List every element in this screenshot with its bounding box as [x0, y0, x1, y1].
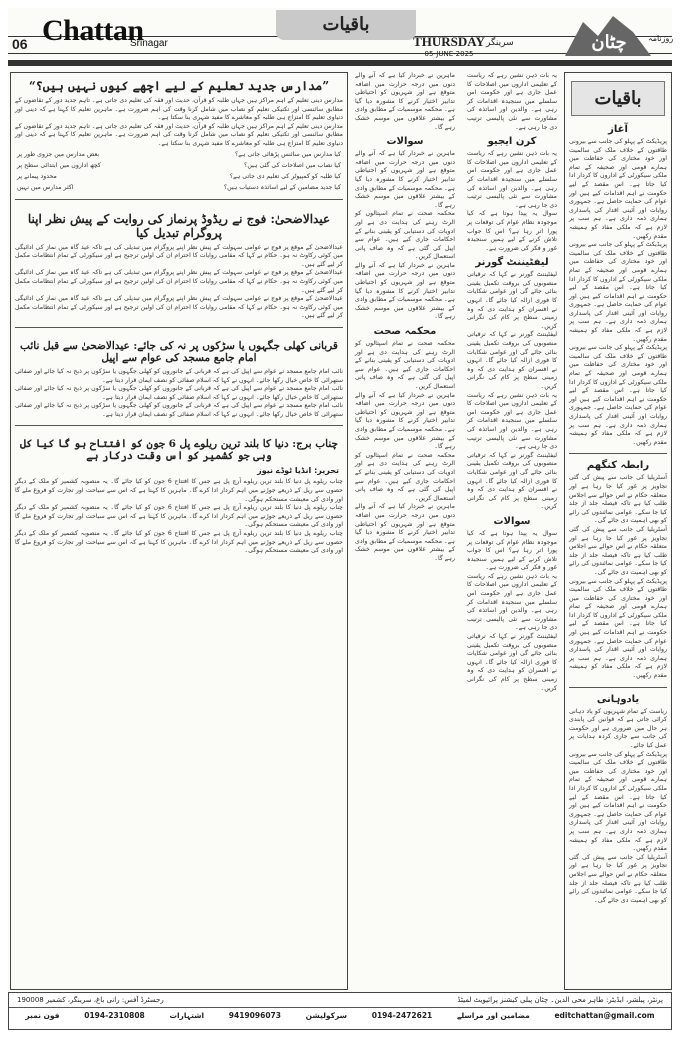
- article4-text-c: چناب ریلوے پل دنیا کا بلند ترین ریلوے آرچ پل ہے جس کا افتتاح 6 جون کو کیا جائے گا۔ یہ منصوبہ کشمیر کو ملک کے دیگر حصوں سے ریل کے ذریعے جوڑنے میں اہم کردار ادا کرے گا۔ ماہرین کا کہنا ہے کہ اس سے سیاحت اور تجارت کو فروغ ملے گا اور وادی کی معیشت مستحکم ہوگی۔: [15, 530, 343, 555]
- right-text-1c: پریڈیکٹ کے پہلو کی جانب سے بیرونی طاقتوں کے خلاف ملک کی سالمیت اور خود مختاری کی حفاظت میں ہمارے قومی اور صحیفہ کے تمام ملکی سیکورٹی کے اداروں کا کردار ادا کیا جاتا ہے۔ اس مقصد کے لیے حکومت نے اہم اقدامات کیے ہیں اور عوام کی حمایت حاصل ہے۔ جمہوری روایات اور آئینی اقدار کی پاسداری ہماری ذمہ داری ہے۔ ہم سب پر لازم ہے کہ ملکی مفاد کو ہمیشہ مقدم رکھیں۔: [569, 344, 667, 446]
- section-title: باقیات: [276, 10, 416, 40]
- mid2-text-2: محکمہ صحت نے تمام اسپتالوں کو الرٹ رہنے کی ہدایت دی ہے اور ادویات کی دستیابی کو یقینی بنانے کے احکامات جاری کیے ہیں۔ عوام سے اپیل کی گئی ہے کہ وہ صاف پانی استعمال کریں۔: [355, 340, 455, 390]
- subhead-sehat: محکمہ صحت: [373, 326, 437, 338]
- article1-text: مدارس دینی تعلیم کے اہم مراکز ہیں جہاں طلبہ کو قرآن، حدیث اور فقہ کی تعلیم دی جاتی ہے۔ تاہم جدید دور کے تقاضوں کے مطابق سائنسی اور تکنیکی تعلیم کو نصاب میں شامل کرنا وقت کی اہم ضرورت ہے۔ ماہرین تعلیم کا کہنا ہے کہ دینی اور دنیاوی تعلیم کا امتزاج ہی طلبہ کو معاشرے کا مفید شہری بنا سکتا ہے۔: [15, 97, 343, 122]
- subhead-lg: لیفٹیننٹ گورنر: [475, 257, 549, 269]
- subhead-yaaddihani: یادوہانی: [596, 693, 640, 705]
- right-text-2: آسٹریلیا کی جانب سے پیش کی گئی تجاویز پر غور کیا جا رہا ہے اور متعلقہ حکام نے اس حوالے سے اجلاس طلب کیا ہے تاکہ فیصلہ جلد از جلد کیا جا سکے۔ عوامی نمائندوں کی رائے کو بھی اہمیت دی جائے گی۔: [569, 474, 667, 525]
- article2-text-c: عیدالاضحیٰ کے موقع پر فوج نے عوامی سہولت کے پیش نظر اپنے پروگرام میں تبدیلی کی ہے تاکہ عید گاہ میں نماز کی ادائیگی میں کوئی رکاوٹ نہ ہو۔ حکام نے کہا کہ مقامی روایات کا احترام ان کی اولین ترجیح ہے اور سیکورٹی کے تمام انتظامات مکمل کر لیے گئے ہیں۔: [15, 295, 343, 320]
- article1-title: ”مدارس جدید تعلیم کے لیے اچھے کیوں نہیں ہیں؟“: [28, 79, 330, 93]
- mid-text-3b: یہ بات ذہن نشین رہے کہ ریاست کے تعلیمی اداروں میں اصلاحات کا عمل جاری ہے اور حکومت اس سلسلے میں سنجیدہ اقدامات کر رہی ہے۔ والدین اور اساتذہ کی مشاورت سے نئی پالیسی ترتیب دی جا رہی ہے۔: [467, 572, 557, 632]
- brand-name: Chattan: [42, 14, 144, 47]
- right-text-3c: آسٹریلیا کی جانب سے پیش کی گئی تجاویز پر غور کیا جا رہا ہے اور متعلقہ حکام نے اس حوالے سے اجلاس طلب کیا ہے تاکہ فیصلہ جلد از جلد کیا جا سکے۔ عوامی نمائندوں کی رائے کو بھی اہمیت دی جائے گی۔: [569, 853, 667, 904]
- subhead-kiran: کرن ایجیو: [487, 136, 537, 148]
- daily-label: روزنامہ: [648, 34, 674, 43]
- masthead-rule: [8, 60, 672, 66]
- phone-1: 0194-2310808: [84, 1011, 145, 1020]
- mid2-text-1d: ماہرین نے خبردار کیا ہے کہ آنے والے دنوں میں درجہ حرارت میں اضافہ متوقع ہے اور شہریوں کو احتیاطی تدابیر اختیار کرنے کا مشورہ دیا گیا ہے۔ محکمہ موسمیات کے مطابق وادی کے بیشتر علاقوں میں موسم خشک رہے گا۔: [355, 261, 455, 321]
- mid-text-2d: لیفٹیننٹ گورنر نے کہا کہ ترقیاتی منصوبوں کی بروقت تکمیل یقینی بنائی جائے گی اور عوامی شکایات کا فوری ازالہ کیا جائے گا۔ انہوں نے افسران کو ہدایت دی کہ وہ زمینی سطح پر کام کی نگرانی کریں۔: [467, 451, 557, 511]
- mid2-text-1: ماہرین نے خبردار کیا ہے کہ آنے والے دنوں میں درجہ حرارت میں اضافہ متوقع ہے اور شہریوں کو احتیاطی تدابیر اختیار کرنے کا مشورہ دیا گیا ہے۔ محکمہ موسمیات کے مطابق وادی کے بیشتر علاقوں میں موسم خشک رہے گا۔: [355, 72, 455, 131]
- mid-text-1b: یہ بات ذہن نشین رہے کہ ریاست کے تعلیمی اداروں میں اصلاحات کا عمل جاری ہے اور حکومت اس سلسلے میں سنجیدہ اقدامات کر رہی ہے۔ والدین اور اساتذہ کی مشاورت سے نئی پالیسی ترتیب دی جا رہی ہے۔: [467, 150, 557, 209]
- divider: [569, 687, 667, 688]
- city-label: Srinagar: [130, 38, 168, 49]
- qa-row: [11, 182, 347, 193]
- middle-column: [463, 72, 561, 990]
- article3-title: قربانی کھلی جگہوں یا سڑکوں پر نہ کی جائے: عیدالاضحیٰ سے قبل نائب امام جامع مسجد کی عوام سے اپیل: [20, 339, 338, 364]
- article2-text: عیدالاضحیٰ کے موقع پر فوج نے عوامی سہولت کے پیش نظر اپنے پروگرام میں تبدیلی کی ہے تاکہ عید گاہ میں نماز کی ادائیگی میں کوئی رکاوٹ نہ ہو۔ حکام نے کہا کہ مقامی روایات کا احترام ان کی اولین ترجیح ہے اور سیکورٹی کے تمام انتظامات مکمل کر لیے گئے ہیں۔: [15, 243, 343, 268]
- divider: [15, 425, 343, 426]
- footer-line2: رجسٹرڈ آفس: رانی باغ، سرینگر، کشمیر 190008: [17, 996, 164, 1004]
- left-column: [10, 72, 348, 990]
- divider: [15, 327, 343, 328]
- mid-text-2: لیفٹیننٹ گورنر نے کہا کہ ترقیاتی منصوبوں کی بروقت تکمیل یقینی بنائی جائے گی اور عوامی شکایات کا فوری ازالہ کیا جائے گا۔ انہوں نے افسران کو ہدایت دی کہ وہ زمینی سطح پر کام کی نگرانی کریں۔: [467, 271, 557, 330]
- logo-text: چٹان: [591, 32, 627, 53]
- qa-row: [11, 149, 347, 160]
- email-label: مضامین اور مراسلے: [456, 1011, 530, 1020]
- phone-2: 9419096073: [228, 1011, 281, 1020]
- right-section-head: باقیات: [571, 81, 665, 116]
- right-column: [564, 72, 672, 990]
- mid2-text-1b: ماہرین نے خبردار کیا ہے کہ آنے والے دنوں میں درجہ حرارت میں اضافہ متوقع ہے اور شہریوں کو احتیاطی تدابیر اختیار کرنے کا مشورہ دیا گیا ہے۔ محکمہ موسمیات کے مطابق وادی کے بیشتر علاقوں میں موسم خشک رہے گا۔: [355, 150, 455, 209]
- mid2-text-2c: محکمہ صحت نے تمام اسپتالوں کو الرٹ رہنے کی ہدایت دی ہے اور ادویات کی دستیابی کو یقینی بنانے کے احکامات جاری کیے ہیں۔ عوام سے اپیل کی گئی ہے کہ وہ صاف پانی استعمال کریں۔: [355, 451, 455, 502]
- phone-3: 0194-2472621: [371, 1011, 433, 1020]
- mid-text-1c: سوال یہ پیدا ہوتا ہے کہ کیا موجودہ نظام عوام کی توقعات پر پورا اتر رہا ہے؟ اس کا جواب تلاش کرنے کے لیے ہمیں سنجیدہ غور و فکر کی ضرورت ہے۔: [467, 210, 557, 252]
- mid-text-3c: لیفٹیننٹ گورنر نے کہا کہ ترقیاتی منصوبوں کی بروقت تکمیل یقینی بنائی جائے گی اور عوامی شکایات کا فوری ازالہ کیا جائے گا۔ انہوں نے افسران کو ہدایت دی کہ وہ زمینی سطح پر کام کی نگرانی کریں۔: [467, 633, 557, 692]
- newspaper-page: [8, 8, 672, 1030]
- divider: [569, 453, 667, 454]
- article4-title: چناب برج: دنیا کا بلند ترین ریلوے پل 6 جون کو افتتاح ہو گا کیا کل وہی جو کشمیر کو اس وقت درکار ہے: [19, 438, 339, 463]
- qa-answer: اکثر مدارس میں نہیں: [17, 183, 74, 191]
- mid-text-3: سوال یہ پیدا ہوتا ہے کہ کیا موجودہ نظام عوام کی توقعات پر پورا اتر رہا ہے؟ اس کا جواب تلاش کرنے کے لیے ہمیں سنجیدہ غور و فکر کی ضرورت ہے۔: [467, 529, 557, 572]
- mid-text-1: یہ بات ذہن نشین رہے کہ ریاست کے تعلیمی اداروں میں اصلاحات کا عمل جاری ہے اور حکومت اس سلسلے میں سنجیدہ اقدامات کر رہی ہے۔ والدین اور اساتذہ کی مشاورت سے نئی پالیسی ترتیب دی جا رہی ہے۔: [467, 72, 557, 131]
- article3-text: نائب امام جامع مسجد نے عوام سے اپیل کی ہے کہ قربانی کے جانوروں کو کھلی جگہوں یا سڑکوں پر ذبح نہ کیا جائے اور صفائی ستھرائی کا خاص خیال رکھا جائے۔ انہوں نے کہا کہ اسلام صفائی کو نصف ایمان قرار دیتا ہے۔: [15, 367, 343, 384]
- mid2-text-1c: محکمہ صحت نے تمام اسپتالوں کو الرٹ رہنے کی ہدایت دی ہے اور ادویات کی دستیابی کو یقینی بنانے کے احکامات جاری کیے ہیں۔ عوام سے اپیل کی گئی ہے کہ وہ صاف پانی استعمال کریں۔: [355, 210, 455, 261]
- article4-text: چناب ریلوے پل دنیا کا بلند ترین ریلوے آرچ پل ہے جس کا افتتاح 6 جون کو کیا جائے گا۔ یہ منصوبہ کشمیر کو ملک کے دیگر حصوں سے ریل کے ذریعے جوڑنے میں اہم کردار ادا کرے گا۔ ماہرین کا کہنا ہے کہ اس سے سیاحت اور تجارت کو فروغ ملے گا اور وادی کی معیشت مستحکم ہوگی۔: [15, 478, 343, 503]
- mid-text-2c: یہ بات ذہن نشین رہے کہ ریاست کے تعلیمی اداروں میں اصلاحات کا عمل جاری ہے اور حکومت اس سلسلے میں سنجیدہ اقدامات کر رہی ہے۔ والدین اور اساتذہ کی مشاورت سے نئی پالیسی ترتیب دی جا رہی ہے۔: [467, 391, 557, 451]
- right-text-3: ریاست کے تمام شہریوں کو یاد دہانی کرائی جاتی ہے کہ قوانین کی پابندی ہر حال میں ضروری ہے اور حکومت کی جانب سے جاری کردہ ہدایات پر عمل کیا جائے۔: [569, 707, 667, 749]
- date-label: 05-JUNE-2025: [424, 50, 474, 58]
- masthead: [8, 8, 672, 62]
- qa-answer: کچھ اداروں میں ابتدائی سطح پر: [17, 161, 101, 169]
- qa-question: کیا مدارس میں سائنس پڑھائی جاتی ہے؟: [234, 150, 341, 158]
- imprint-footer: [8, 992, 672, 1030]
- right-text-2b: آسٹریلیا کی جانب سے پیش کی گئی تجاویز پر غور کیا جا رہا ہے اور متعلقہ حکام نے اس حوالے سے اجلاس طلب کیا ہے تاکہ فیصلہ جلد از جلد کیا جا سکے۔ عوامی نمائندوں کی رائے کو بھی اہمیت دی جائے گی۔: [569, 525, 667, 576]
- article2-title: عیدالاضحیٰ: فوج نے ریڈوڈ پرنماز کی روایت کے پیش نظر اپنا پروگرام تبدیل کیا: [27, 211, 331, 240]
- right-text-3b: پریڈیکٹ کے پہلو کی جانب سے بیرونی طاقتوں کے خلاف ملک کی سالمیت اور خود مختاری کی حفاظت میں ہمارے قومی اور صحیفہ کے تمام ملکی سیکورٹی کے اداروں کا کردار ادا کیا جاتا ہے۔ اس مقصد کے لیے حکومت نے اہم اقدامات کیے ہیں اور عوام کی حمایت حاصل ہے۔ جمہوری روایات اور آئینی اقدار کی پاسداری ہماری ذمہ داری ہے۔ ہم سب پر لازم ہے کہ ملکی مفاد کو ہمیشہ مقدم رکھیں۔: [569, 750, 667, 853]
- chattan-logo-icon: [563, 12, 653, 58]
- page-number: 06: [12, 36, 28, 52]
- qa-question: کیا جدید مضامین کے لیے اساتذہ دستیاب ہیں؟: [223, 183, 341, 191]
- ads-label: اشتہارات: [169, 1011, 205, 1020]
- subhead-sawalat2: سوالات: [386, 136, 424, 148]
- subhead-sawalat: سوالات: [493, 515, 531, 527]
- divider: [15, 199, 343, 200]
- right-text-2c: پریڈیکٹ کے پہلو کی جانب سے بیرونی طاقتوں کے خلاف ملک کی سالمیت اور خود مختاری کی حفاظت میں ہمارے قومی اور صحیفہ کے تمام ملکی سیکورٹی کے اداروں کا کردار ادا کیا جاتا ہے۔ اس مقصد کے لیے حکومت نے اہم اقدامات کیے ہیں اور عوام کی حمایت حاصل ہے۔ جمہوری روایات اور آئینی اقدار کی پاسداری ہماری ذمہ داری ہے۔ ہم سب پر لازم ہے کہ ملکی مفاد کو ہمیشہ مقدم رکھیں۔: [569, 577, 667, 680]
- article4-text-b: چناب ریلوے پل دنیا کا بلند ترین ریلوے آرچ پل ہے جس کا افتتاح 6 جون کو کیا جائے گا۔ یہ منصوبہ کشمیر کو ملک کے دیگر حصوں سے ریل کے ذریعے جوڑنے میں اہم کردار ادا کرے گا۔ ماہرین کا کہنا ہے کہ اس سے سیاحت اور تجارت کو فروغ ملے گا اور وادی کی معیشت مستحکم ہوگی۔: [15, 504, 343, 529]
- qa-question: کیا طلبہ کو کمپیوٹر کی تعلیم دی جاتی ہے؟: [229, 172, 341, 180]
- article2-text-b: عیدالاضحیٰ کے موقع پر فوج نے عوامی سہولت کے پیش نظر اپنے پروگرام میں تبدیلی کی ہے تاکہ عید گاہ میں نماز کی ادائیگی میں کوئی رکاوٹ نہ ہو۔ حکام نے کہا کہ مقامی روایات کا احترام ان کی اولین ترجیح ہے اور سیکورٹی کے تمام انتظامات مکمل کر لیے گئے ہیں۔: [15, 269, 343, 294]
- circulation-label: سرکولیشن: [305, 1011, 348, 1020]
- qa-answer: بعض مدارس میں جزوی طور پر: [17, 150, 100, 158]
- article3-text-c: نائب امام جامع مسجد نے عوام سے اپیل کی ہے کہ قربانی کے جانوروں کو کھلی جگہوں یا سڑکوں پر ذبح نہ کیا جائے اور صفائی ستھرائی کا خاص خیال رکھا جائے۔ انہوں نے کہا کہ اسلام صفائی کو نصف ایمان قرار دیتا ہے۔: [15, 402, 343, 418]
- qa-answer: محدود پیمانے پر: [17, 172, 57, 180]
- qa-row: [11, 171, 347, 182]
- subhead-aghaz: آغاز: [608, 124, 628, 135]
- mid2-text-2d: ماہرین نے خبردار کیا ہے کہ آنے والے دنوں میں درجہ حرارت میں اضافہ متوقع ہے اور شہریوں کو احتیاطی تدابیر اختیار کرنے کا مشورہ دیا گیا ہے۔ محکمہ موسمیات کے مطابق وادی کے بیشتر علاقوں میں موسم خشک رہے گا۔: [355, 503, 455, 562]
- day-label: THURSDAY: [413, 34, 485, 49]
- article1-text-b: مدارس دینی تعلیم کے اہم مراکز ہیں جہاں طلبہ کو قرآن، حدیث اور فقہ کی تعلیم دی جاتی ہے۔ تاہم جدید دور کے تقاضوں کے مطابق سائنسی اور تکنیکی تعلیم کو نصاب میں شامل کرنا وقت کی اہم ضرورت ہے۔ ماہرین تعلیم کا کہنا ہے کہ دینی اور دنیاوی تعلیم کا امتزاج ہی طلبہ کو معاشرے کا مفید شہری بنا سکتا ہے۔: [15, 122, 343, 147]
- footer-line1: پرنٹر، پبلشر، ایڈیٹر: طاہر محی الدین۔ چٹان پبلی کیشنز پرائیویٹ لمیٹڈ: [457, 996, 663, 1004]
- middle-column-2: [351, 72, 459, 990]
- email-link[interactable]: editchattan@gmail.com: [554, 1011, 655, 1020]
- right-text-1: پریڈیکٹ کے پہلو کی جانب سے بیرونی طاقتوں کے خلاف ملک کی سالمیت اور خود مختاری کی حفاظت میں ہمارے قومی اور صحیفہ کے تمام ملکی سیکورٹی کے اداروں کا کردار ادا کیا جاتا ہے۔ اس مقصد کے لیے حکومت نے اہم اقدامات کیے ہیں اور عوام کی حمایت حاصل ہے۔ جمہوری روایات اور آئینی اقدار کی پاسداری ہماری ذمہ داری ہے۔ ہم سب پر لازم ہے کہ ملکی مفاد کو ہمیشہ مقدم رکھیں۔: [569, 138, 667, 240]
- mid2-text-2b: ماہرین نے خبردار کیا ہے کہ آنے والے دنوں میں درجہ حرارت میں اضافہ متوقع ہے اور شہریوں کو احتیاطی تدابیر اختیار کرنے کا مشورہ دیا گیا ہے۔ محکمہ موسمیات کے مطابق وادی کے بیشتر علاقوں میں موسم خشک رہے گا۔: [355, 391, 455, 451]
- footer-imprint-row: [9, 993, 671, 1007]
- article4-byline: تحریر: انڈیا ٹوڈے نیوز: [257, 466, 339, 476]
- qa-question: کیا نصاب میں اصلاحات کی گئی ہیں؟: [244, 161, 341, 169]
- mid-text-2b: لیفٹیننٹ گورنر نے کہا کہ ترقیاتی منصوبوں کی بروقت تکمیل یقینی بنائی جائے گی اور عوامی شکایات کا فوری ازالہ کیا جائے گا۔ انہوں نے افسران کو ہدایت دی کہ وہ زمینی سطح پر کام کی نگرانی کریں۔: [467, 331, 557, 390]
- location-urdu: سرینگر: [486, 38, 514, 48]
- footer-contact-bar: [9, 1007, 671, 1023]
- phone-label: فون نمبر: [25, 1011, 60, 1020]
- qa-row: [11, 160, 347, 171]
- article3-text-b: نائب امام جامع مسجد نے عوام سے اپیل کی ہے کہ قربانی کے جانوروں کو کھلی جگہوں یا سڑکوں پر ذبح نہ کیا جائے اور صفائی ستھرائی کا خاص خیال رکھا جائے۔ انہوں نے کہا کہ اسلام صفائی کو نصف ایمان قرار دیتا ہے۔: [15, 385, 343, 401]
- subhead-rabta: رابطہ کنگھم: [586, 460, 650, 472]
- right-text-1b: پریڈیکٹ کے پہلو کی جانب سے بیرونی طاقتوں کے خلاف ملک کی سالمیت اور خود مختاری کی حفاظت میں ہمارے قومی اور صحیفہ کے تمام ملکی سیکورٹی کے اداروں کا کردار ادا کیا جاتا ہے۔ اس مقصد کے لیے حکومت نے اہم اقدامات کیے ہیں اور عوام کی حمایت حاصل ہے۔ جمہوری روایات اور آئینی اقدار کی پاسداری ہماری ذمہ داری ہے۔ ہم سب پر لازم ہے کہ ملکی مفاد کو ہمیشہ مقدم رکھیں۔: [569, 241, 667, 343]
